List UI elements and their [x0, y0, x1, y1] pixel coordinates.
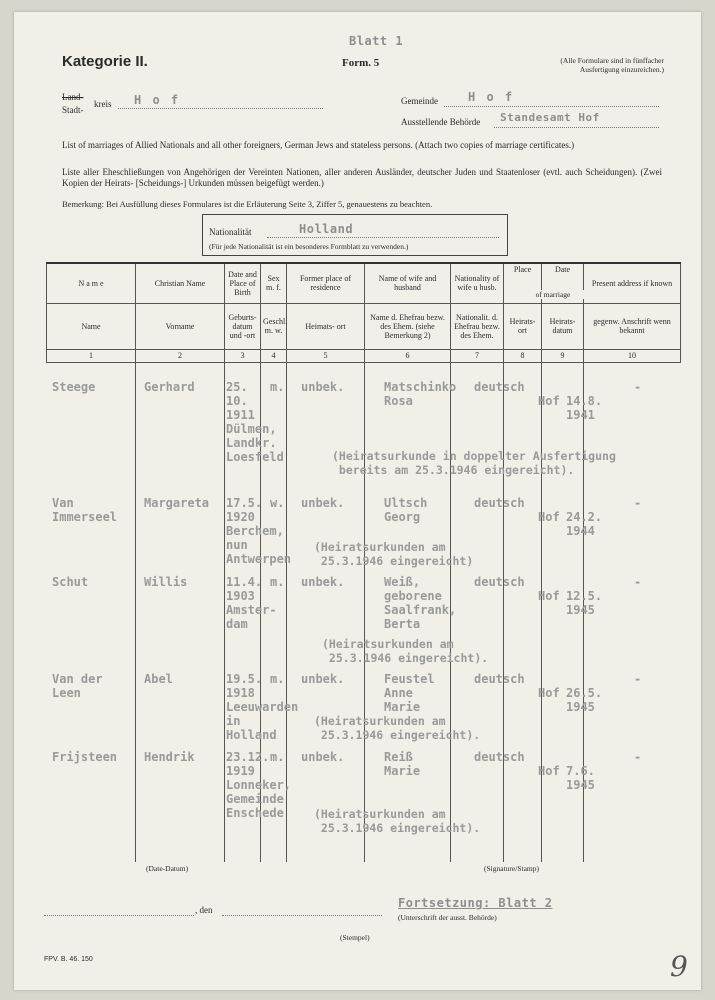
entry-spouse: Weiß, geborene Saalfrank, Berta [384, 575, 457, 631]
entry-place: Hof [538, 589, 560, 603]
authority-signature-label: (Unterschrift der ausst. Behörde) [398, 913, 497, 922]
entry-address: - [634, 380, 642, 394]
handwritten-page-number: 9 [670, 950, 688, 983]
gemeinde-field [444, 92, 659, 107]
entry-place: Hof [538, 764, 560, 778]
continuation-note [398, 896, 553, 910]
entry-address: - [634, 750, 642, 764]
entry-residence: unbek. [301, 496, 345, 510]
entry-nationality: deutsch [474, 750, 525, 764]
entry-sex: m. [270, 380, 285, 394]
gemeinde-value: H o f [468, 90, 515, 104]
marriage-table-header [46, 262, 681, 363]
entry-residence: unbek. [301, 672, 345, 686]
col-divider [541, 359, 542, 862]
stadt-label: Stadt- [62, 105, 84, 115]
entry-vorname: Gerhard [144, 380, 195, 394]
entry-vorname: Hendrik [144, 750, 195, 764]
col-birth-de: Geburts- datum und -ort [225, 303, 261, 349]
col-spouse-en: Name of wife and husband [365, 263, 451, 303]
intro-german: Liste aller Eheschließungen von Angehörigen der Vereinten Nationen, aller anderen Ausländer, deutscher Juden und Staatenloser (evtl. auch Scheidungen). (Zwei Kopien der Heirats- [Scheidungs-] Urkunden müssen beigefügt werden.) [62, 167, 662, 188]
entry-remark: (Heiratsurkunden am 25.3.1946 eingereicht). [322, 637, 489, 665]
land-label: Land- [62, 92, 84, 102]
form-number: Form. 5 [342, 57, 380, 69]
col-vorname-en: Christian Name [136, 263, 225, 303]
entry-name: Schut [52, 575, 89, 589]
entry-address: - [634, 496, 642, 510]
entry-residence: unbek. [301, 575, 345, 589]
col-divider [503, 359, 504, 862]
nationality-box [202, 214, 508, 256]
gemeinde-label: Gemeinde [401, 96, 438, 106]
entry-sex: w. [270, 496, 285, 510]
col-num-1: 1 [47, 349, 136, 362]
col-birth-en: Date and Place of Birth [225, 263, 261, 303]
copies-note-line2: Ausfertigung einzureichen.) [579, 65, 664, 74]
entry-date: 14.8. 1941 [566, 394, 603, 422]
intro-english: List of marriages of Allied Nationals and all other foreigners, German Jews and stateless persons. (Attach two copies of marriage certificates.) [62, 140, 575, 150]
col-address-en: Present address if known [584, 263, 681, 303]
col-name-en: N a m e [47, 263, 136, 303]
form-sheet [14, 12, 701, 990]
col-divider [364, 359, 365, 862]
date-label: (Date-Datum) [146, 864, 189, 873]
entry-birth: 23.12. 1919 Lonneker, Gemeinde Enschede [226, 750, 292, 820]
col-num-8: 8 [504, 349, 542, 362]
date-field [222, 905, 382, 916]
entry-remark: (Heiratsurkunden am 25.3.1946 eingereicht). [314, 714, 481, 742]
col-nationality-de: Nationalit. d. Ehefrau bezw. des Ehem. [451, 303, 504, 349]
col-date-en-text: Date [554, 265, 571, 274]
signature-label: (Signature/Stamp) [484, 864, 539, 873]
col-sex-de: Geschl. m. w. [261, 303, 287, 349]
entry-name: Frijsteen [52, 750, 118, 764]
entry-nationality: deutsch [474, 380, 525, 394]
entry-birth: 11.4. 1903 Amster- dam [226, 575, 277, 631]
authority-field [494, 111, 659, 128]
kreis-field [118, 95, 323, 109]
authority-label: Ausstellende Behörde [401, 117, 481, 127]
copies-note [484, 56, 664, 74]
col-place-de: Heirats- ort [504, 303, 542, 349]
col-divider [224, 359, 225, 862]
entry-birth: 19.5. 1918 Leeuwarden in Holland [226, 672, 299, 742]
col-divider [135, 359, 136, 862]
col-nationality-en: Nationality of wife u husb. [451, 263, 504, 303]
nationality-field [267, 223, 499, 238]
nationality-label: Nationalität [209, 227, 252, 237]
entry-spouse: Reiß Marie [384, 750, 421, 778]
col-num-7: 7 [451, 349, 504, 362]
col-vorname-de: Vorname [136, 303, 225, 349]
entry-vorname: Abel [144, 672, 173, 686]
col-spouse-de: Name d. Ehefrau bezw. des Ehem. (siehe Bemerkung 2) [365, 303, 451, 349]
entry-nationality: deutsch [474, 496, 525, 510]
col-place-en-text: Place [513, 265, 532, 274]
place-field [44, 905, 194, 916]
sheet-number: Blatt 1 [349, 34, 404, 48]
entry-date: 12.5. 1945 [566, 589, 603, 617]
entry-place: Hof [538, 686, 560, 700]
entry-sex: m. [270, 672, 285, 686]
entry-residence: unbek. [301, 380, 345, 394]
entry-spouse: Ultsch Georg [384, 496, 428, 524]
col-num-4: 4 [261, 349, 287, 362]
col-num-3: 3 [225, 349, 261, 362]
entry-vorname: Margareta [144, 496, 210, 510]
col-name-de: Name [47, 303, 136, 349]
entry-date: 24.2. 1944 [566, 510, 603, 538]
bemerkung-note: Bemerkung: Bei Ausfüllung dieses Formulares ist die Erläuterung Seite 3, Ziffer 5, genauestens zu beachten. [62, 199, 433, 209]
stamp-label: (Stempel) [340, 933, 370, 942]
entry-name: Van der Leen [52, 672, 103, 700]
col-residence-de: Heimats- ort [287, 303, 365, 349]
entry-date: 7.6. 1945 [566, 764, 595, 792]
kreis-value: H o f [134, 93, 181, 107]
entry-spouse: Matschinko Rosa [384, 380, 457, 408]
entry-spouse: Feustel Anne Marie [384, 672, 435, 714]
col-num-9: 9 [542, 349, 584, 362]
entry-address: - [634, 575, 642, 589]
kreis-label: kreis [94, 99, 112, 109]
col-address-de: gegenw. Anschrift wenn bekannt [584, 303, 681, 349]
col-sex-en: Sex m. f. [261, 263, 287, 303]
entry-address: - [634, 672, 642, 686]
col-residence-en: Former place of residence [287, 263, 365, 303]
entry-date: 26.5. 1945 [566, 686, 603, 714]
of-marriage-label: of marriage [518, 290, 588, 299]
entry-name: Van Immerseel [52, 496, 118, 524]
entry-birth: 17.5. 1920 Berchem, nun Antwerpen [226, 496, 292, 566]
copies-note-line1: (Alle Formulare sind in fünffacher [560, 56, 664, 65]
entry-remark: (Heiratsurkunden am 25.3.1946 eingereicht) [314, 540, 474, 568]
entry-birth: 25. 10. 1911 Dülmen, Landkr. Loesfeld [226, 380, 284, 464]
col-num-6: 6 [365, 349, 451, 362]
entry-nationality: deutsch [474, 672, 525, 686]
entry-name: Steege [52, 380, 96, 394]
category-title: Kategorie II. [62, 53, 148, 70]
col-num-2: 2 [136, 349, 225, 362]
entry-residence: unbek. [301, 750, 345, 764]
continuation-text: Fortsetzung: Blatt 2 [398, 896, 553, 910]
entry-nationality: deutsch [474, 575, 525, 589]
entry-remark: (Heiratsurkunden am 25.3.1946 eingereicht). [314, 807, 481, 835]
print-code: FPV. B. 46. 150 [44, 956, 93, 963]
entry-place: Hof [538, 510, 560, 524]
den-label: , den [195, 905, 213, 915]
entry-sex: m. [270, 750, 285, 764]
entry-vorname: Willis [144, 575, 188, 589]
col-num-10: 10 [584, 349, 681, 362]
nationality-note: (Für jede Nationalität ist ein besonderes Formblatt zu verwenden.) [209, 242, 409, 251]
col-date-de: Heirats- datum [542, 303, 584, 349]
entry-sex: m. [270, 575, 285, 589]
col-num-5: 5 [287, 349, 365, 362]
entry-place: Hof [538, 394, 560, 408]
authority-value: Standesamt Hof [500, 111, 600, 124]
entry-remark: (Heiratsurkunde in doppelter Ausfertigung bereits am 25.3.1946 eingereicht). [332, 449, 616, 477]
nationality-value: Holland [299, 222, 354, 236]
